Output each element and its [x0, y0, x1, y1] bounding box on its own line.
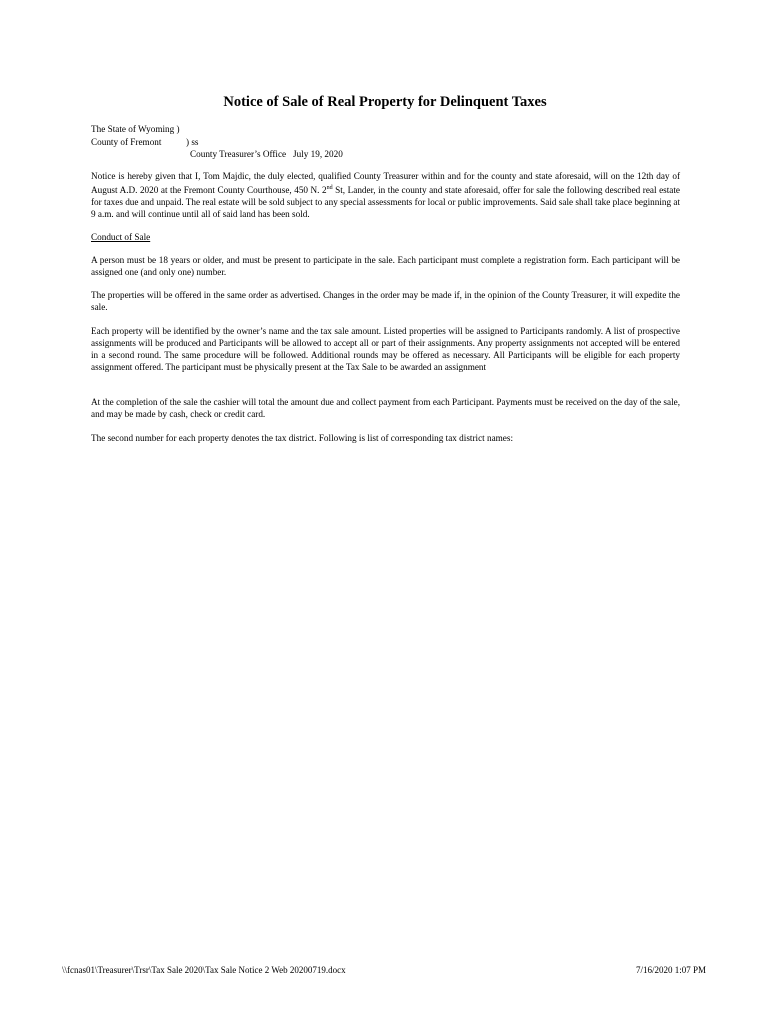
notice-paragraph: [91, 170, 680, 220]
conduct-of-sale-heading: Conduct of Sale: [91, 232, 151, 242]
paragraph-payment: At the completion of the sale the cashier will total the amount due and collect payment from each Participant. Payments must be received on the day of the sale, and may be made by cash, check or credit card.: [91, 397, 680, 419]
caption-state: The State of Wyoming ): [91, 124, 180, 134]
caption-office-name: County Treasurer’s Office: [190, 149, 287, 159]
notice-text-part2: St, Lander, in the county and state aforesaid, offer for sale the following described real estate for taxes due and unpaid. The real estate will be sold subject to any special assessments for local or public improvements. Said sale shall take place beginning at 9 a.m. and will continue until all of said land has been sold.: [91, 185, 680, 220]
caption-date: July 19, 2020: [293, 149, 343, 159]
document-title: Notice of Sale of Real Property for Delinquent Taxes: [223, 94, 547, 110]
caption-office: [190, 148, 343, 160]
paragraph-tax-district: The second number for each property denotes the tax district. Following is list of corresponding tax district names:: [91, 433, 514, 443]
footer-file-path: \\fcnas01\Treasurer\Trsr\Tax Sale 2020\Tax Sale Notice 2 Web 20200719.docx: [62, 965, 346, 975]
caption-ss: ) ss: [186, 137, 199, 147]
paragraph-order: The properties will be offered in the same order as advertised. Changes in the order may be made if, in the opinion of the County Treasurer, it will expedite the sale.: [91, 290, 680, 312]
notice-superscript: nd: [326, 185, 333, 191]
footer-timestamp: 7/16/2020 1:07 PM: [635, 965, 706, 975]
paragraph-eligibility: A person must be 18 years or older, and must be present to participate in the sale. Each participant must complete a registration form. Each participant will be assigned one (and only one) number.: [91, 255, 680, 277]
paragraph-assignments: Each property will be identified by the owner’s name and the tax sale amount. Listed properties will be assigned to Participants randomly. A list of prospective assignments will be produced and Participants will be allowed to accept all or part of their assignments. Any property assignments not accepted will be entered in a second round. The same procedure will be followed. Additional rounds may be offered as necessary. All Participants will be eligible for each property assignment offered. The participant must be physically present at the Tax Sale to be awarded an assignment: [91, 326, 680, 372]
notice-text-part1: Notice is hereby given that I, Tom Majdic, the duly elected, qualified County Treasurer within and for the county and state aforesaid, will on the 12th day of August A.D. 2020 at the Fremont County Courthouse, 450 N. 2: [91, 171, 680, 196]
caption-county: County of Fremont: [91, 137, 162, 147]
